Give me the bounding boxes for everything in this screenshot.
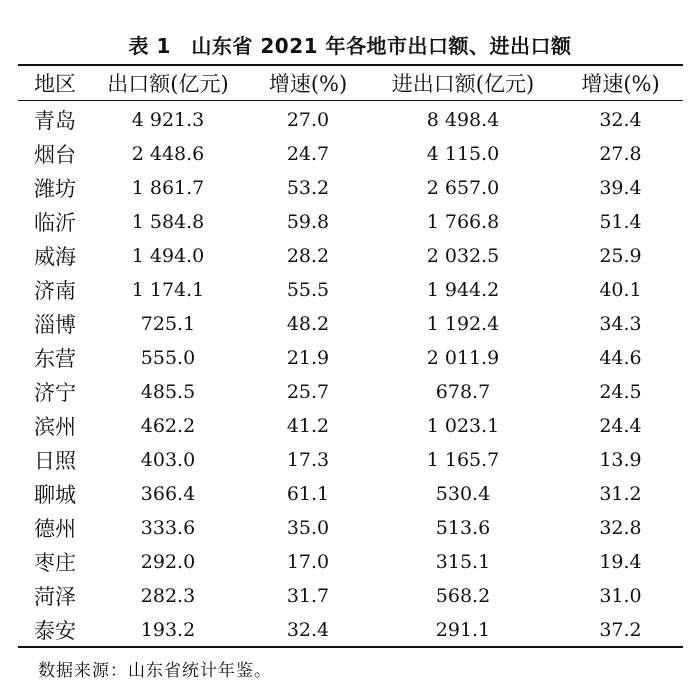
cell-trade: 1 944.2 [426, 279, 500, 301]
cell-export: 485.5 [140, 381, 196, 403]
cell-trade: 1 165.7 [426, 449, 500, 471]
table-row [18, 579, 683, 613]
cell-trade: 1 192.4 [426, 313, 500, 335]
cell-trade-growth: 37.2 [599, 619, 642, 641]
table-row [18, 477, 683, 511]
cell-export-growth: 48.2 [286, 313, 330, 335]
cell-trade-growth: 31.0 [599, 585, 642, 607]
cell-region: 日照 [34, 449, 76, 473]
cell-region: 济宁 [34, 381, 76, 405]
cell-region: 枣庄 [34, 551, 76, 575]
cell-export-growth: 35.0 [286, 517, 330, 539]
table-row [18, 375, 683, 409]
source-note: 数据来源：山东省统计年鉴。 [38, 661, 272, 681]
cell-trade: 2 657.0 [426, 177, 500, 199]
cell-trade: 2 032.5 [426, 245, 500, 267]
cell-export-growth: 25.7 [286, 381, 330, 403]
header-export: 出口额(亿元) [107, 71, 229, 96]
cell-trade-growth: 32.8 [599, 517, 642, 539]
cell-export: 725.1 [140, 313, 196, 335]
cell-trade-growth: 13.9 [599, 449, 642, 471]
cell-region: 滨州 [34, 415, 76, 439]
header-export-growth: 增速(%) [268, 71, 348, 96]
cell-export-growth: 17.0 [286, 551, 330, 573]
cell-trade: 315.1 [435, 551, 491, 573]
cell-trade: 678.7 [435, 381, 491, 403]
cell-trade: 513.6 [435, 517, 491, 539]
cell-trade-growth: 44.6 [599, 347, 642, 369]
cell-export-growth: 59.8 [286, 211, 330, 233]
header-trade: 进出口额(亿元) [391, 71, 535, 96]
cell-trade: 291.1 [435, 619, 491, 641]
cell-trade-growth: 24.5 [599, 381, 642, 403]
cell-trade: 568.2 [435, 585, 491, 607]
cell-export: 193.2 [140, 619, 196, 641]
header-row [18, 65, 683, 100]
cell-export: 403.0 [140, 449, 196, 471]
cell-trade-growth: 24.4 [599, 415, 642, 437]
table-row [18, 273, 683, 307]
cell-export-growth: 41.2 [286, 415, 330, 437]
export-table [18, 65, 683, 647]
cell-export-growth: 32.4 [286, 619, 330, 641]
cell-trade-growth: 25.9 [599, 245, 642, 267]
cell-trade-growth: 39.4 [599, 177, 642, 199]
cell-export: 292.0 [140, 551, 196, 573]
cell-trade-growth: 40.1 [599, 279, 642, 301]
cell-region: 潍坊 [34, 177, 76, 201]
cell-export: 1 584.8 [131, 211, 205, 233]
cell-region: 德州 [34, 517, 76, 541]
cell-trade-growth: 27.8 [599, 143, 642, 165]
table-row [18, 239, 683, 273]
cell-export: 333.6 [140, 517, 196, 539]
cell-trade: 2 011.9 [426, 347, 500, 369]
cell-trade: 1 766.8 [426, 211, 500, 233]
table-row [18, 613, 683, 647]
table-row [18, 205, 683, 239]
cell-region: 临沂 [34, 211, 76, 235]
table-row [18, 171, 683, 205]
cell-trade-growth: 34.3 [599, 313, 642, 335]
cell-export-growth: 17.3 [286, 449, 330, 471]
table-title: 表 1 山东省 2021 年各地市出口额、进出口额 [128, 34, 572, 58]
cell-region: 东营 [34, 347, 76, 371]
cell-region: 烟台 [34, 143, 76, 167]
table-row [18, 409, 683, 443]
cell-export: 1 861.7 [131, 177, 205, 199]
cell-region: 青岛 [34, 109, 76, 133]
header-region: 地区 [34, 71, 76, 96]
cell-trade: 8 498.4 [426, 109, 500, 131]
cell-export: 4 921.3 [131, 109, 205, 131]
cell-export: 555.0 [140, 347, 196, 369]
cell-export: 2 448.6 [131, 143, 205, 165]
cell-region: 菏泽 [34, 585, 76, 609]
cell-export-growth: 27.0 [286, 109, 330, 131]
cell-region: 泰安 [34, 619, 76, 643]
cell-region: 聊城 [34, 483, 76, 507]
cell-trade: 4 115.0 [426, 143, 500, 165]
cell-export-growth: 31.7 [286, 585, 330, 607]
table-row [18, 545, 683, 579]
cell-trade: 530.4 [435, 483, 491, 505]
cell-trade-growth: 51.4 [599, 211, 642, 233]
table-row [18, 511, 683, 545]
table-row [18, 443, 683, 477]
cell-export-growth: 53.2 [286, 177, 330, 199]
cell-region: 淄博 [34, 313, 76, 337]
cell-export: 1 494.0 [131, 245, 205, 267]
cell-export-growth: 24.7 [286, 143, 330, 165]
cell-region: 济南 [34, 279, 76, 303]
cell-region: 威海 [34, 245, 76, 269]
cell-trade-growth: 19.4 [599, 551, 642, 573]
cell-export-growth: 28.2 [286, 245, 330, 267]
cell-trade: 1 023.1 [426, 415, 500, 437]
cell-export-growth: 55.5 [286, 279, 330, 301]
cell-trade-growth: 31.2 [599, 483, 642, 505]
cell-export: 366.4 [140, 483, 196, 505]
table-row [18, 137, 683, 171]
cell-export-growth: 21.9 [286, 347, 330, 369]
cell-trade-growth: 32.4 [599, 109, 642, 131]
cell-export-growth: 61.1 [286, 483, 330, 505]
table-row [18, 100, 683, 137]
cell-export: 462.2 [140, 415, 196, 437]
table-row [18, 341, 683, 375]
cell-export: 1 174.1 [131, 279, 205, 301]
table-row [18, 307, 683, 341]
header-trade-growth: 增速(%) [581, 71, 660, 96]
cell-export: 282.3 [140, 585, 196, 607]
